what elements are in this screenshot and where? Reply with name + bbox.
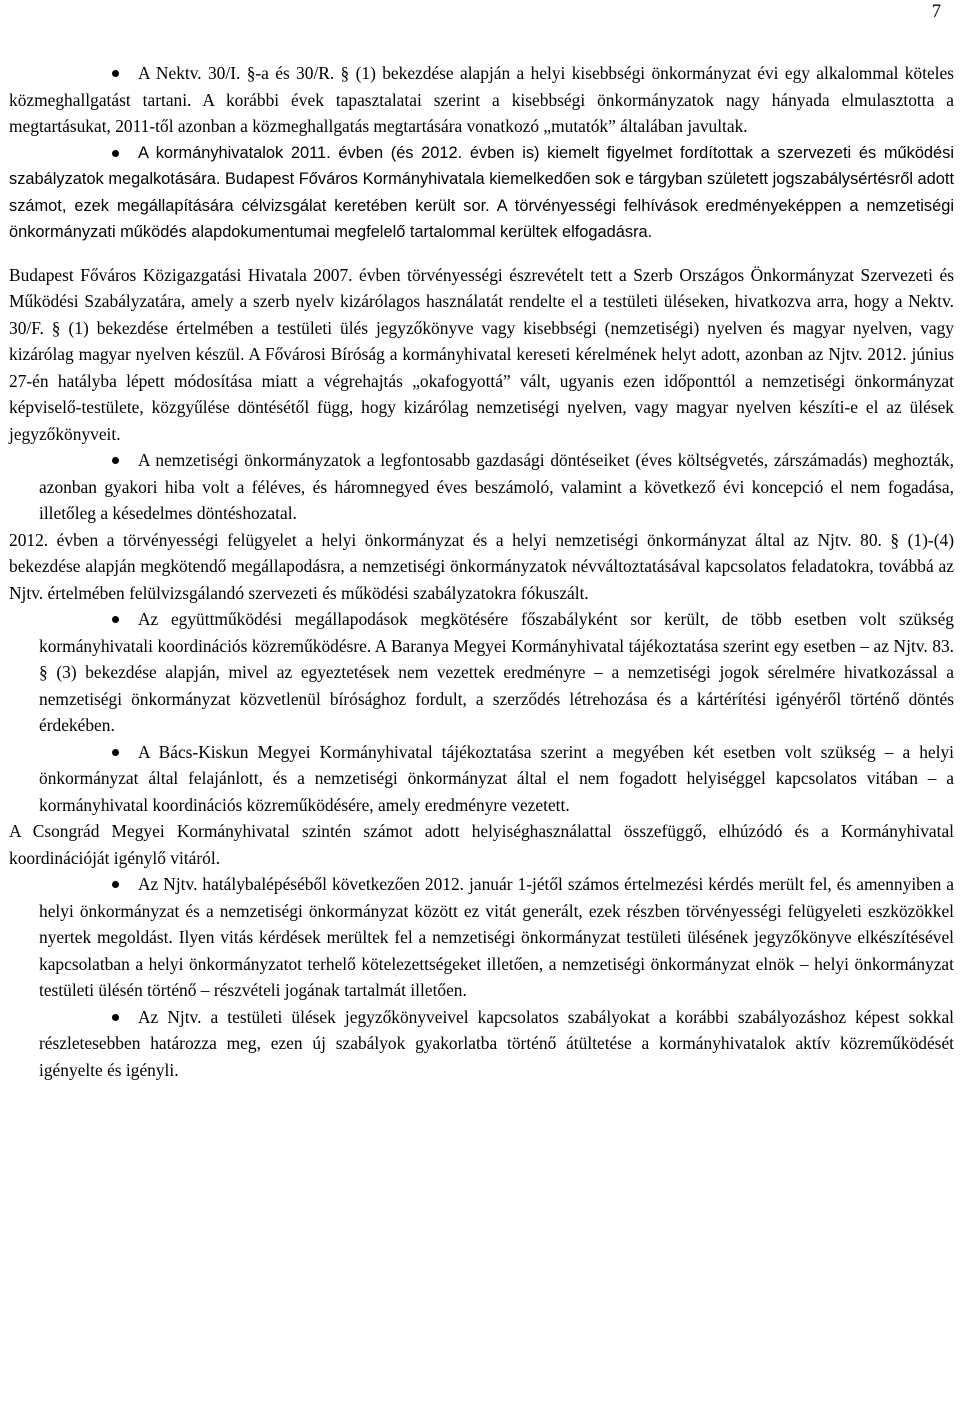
bullet-paragraph-sz-regulations — [9, 140, 954, 246]
paragraph-text: Budapest Főváros Közigazgatási Hivatala 2007. évben törvényességi észrevételt tett a Szerb Országos Önkormányzat Szervezeti és Működési Szabályzatára, amely a szerb nyelv kizárólagos használatát rendelte el a testületi üléseken, hivatkozva arra, hogy a Nektv. 30/F. § (1) bekezdése értelmében a testületi ülés jegyzőkönyve vagy kisebbségi (nemzetiségi) nyelven és magyar nyelven, vagy kizárólag magyar nyelven készül. A Fővárosi Bíróság a kormányhivatal kereseti kérelmének helyt adott, azonban az Njtv. 2012. június 27-én hatályba lépett módosítása miatt a végrehajtás „okafogyottá” vált, ugyanis ezen időponttól a nemzetiségi önkormányzat képviselő-testülete, közgyűlése döntésétől függ, hogy kizárólag nemzetiségi nyelven, vagy magyar nyelven készíti-e el az ülések jegyzőkönyveit. — [9, 264, 954, 444]
bullet-icon — [112, 70, 119, 77]
bullet-paragraph-public-hearing — [9, 60, 954, 140]
bullet-icon — [112, 457, 119, 464]
paragraph-text: A Nektv. 30/I. §-a és 30/R. § (1) bekezdése alapján a helyi kisebbségi önkormányzat évi egy alkalommal köteles közmeghallgatást tartani. A korábbi évek tapasztalatai szerint a kisebbségi önkormányzatok nagy hányada elmulasztotta a megtartásukat, 2011-től azonban a közmeghallgatás megtartására vonatkozó „mutatók” általában javultak. — [9, 63, 954, 136]
paragraph-text: 2012. évben a törvényességi felügyelet a helyi önkormányzat és a helyi nemzetiségi önkormányzat által az Njtv. 80. § (1)-(4) bekezdése alapján megkötendő megállapodásra, a nemzetiségi önkormányzatok névváltoztatásával kapcsolatos feladatokra, továbbá az Njtv. értelmében felülvizsgálandó szervezeti és működési szabályzatokra fókuszált. — [9, 529, 954, 603]
bullet-paragraph-minutes-rules — [39, 1004, 954, 1084]
bullet-paragraph-cooperation-agreements — [39, 606, 954, 739]
bullet-paragraph-njtv-interpretation — [39, 871, 954, 1004]
paragraph-serb-self-government — [9, 262, 954, 448]
bullet-paragraph-bacs-kiskun — [39, 739, 954, 819]
bullet-icon — [112, 881, 119, 888]
document-body — [9, 60, 954, 1083]
bullet-icon — [112, 749, 119, 756]
paragraph-text: Az Njtv. hatálybalépéséből következően 2012. január 1-jétől számos értelmezési kérdés merült fel, és amennyiben a helyi önkormányzat és a nemzetiségi önkormányzat között ez vitát generált, ezek részben törvényességi felügyeleti eszközökkel nyertek megoldást. Ilyen vitás kérdések merültek fel a nemzetiségi önkormányzat testületi ülésének jegyzőkönyve elkészítésével kapcsolatban a helyi önkormányzatot terhelő kötelezettségeket illetően, a nemzetiségi önkormányzat elnök – helyi önkormányzat testületi ülésén történő – részvételi jogának tartalmát illetően. — [39, 874, 954, 1000]
paragraph-csongrad — [9, 818, 954, 871]
paragraph-supervision-2012 — [9, 527, 954, 607]
bullet-paragraph-economic-decisions — [39, 447, 954, 527]
paragraph-text: Az együttműködési megállapodások megkötésére főszabályként sor került, de több esetben volt szükség kormányhivatali koordinációs közreműködésre. A Baranya Megyei Kormányhivatal tájékoztatása szerint egy esetben – az Njtv. 83. § (3) bekezdése alapján, mivel az egyeztetések nem vezettek eredményre – a nemzetiségi jogok sérelmére hivatkozással a nemzetiségi önkormányzat közvetlenül bírósághoz fordult, a szerződés létrehozása és a kártérítési igényéről történő döntés érdekében. — [39, 609, 954, 735]
paragraph-text: Az Njtv. a testületi ülések jegyzőkönyveivel kapcsolatos szabályokat a korábbi szabályozáshoz képest sokkal részletesebben határozza meg, ezen új szabályok gyakorlatba történő átültetése a kormányhivatalok aktív közreműködését igényelte és igényli. — [39, 1006, 954, 1080]
page-number: 7 — [931, 2, 941, 22]
bullet-icon — [112, 616, 119, 623]
bullet-icon — [112, 150, 119, 157]
paragraph-text: A Csongrád Megyei Kormányhivatal szintén számot adott helyiséghasználattal összefüggő, elhúzódó és a Kormányhivatal koordinációját igénylő vitáról. — [9, 821, 954, 868]
paragraph-text: A kormányhivatalok 2011. évben (és 2012. évben is) kiemelt figyelmet fordítottak a szervezeti és működési szabályzatok megalkotására. Budapest Főváros Kormányhivatala kiemelkedően sok e tárgyban született jogszabálysértésről adott számot, ezek megállapítására célvizsgálat keretében került sor. A törvényességi felhívások eredményeképpen a nemzetiségi önkormányzati működés alapdokumentumai megfelelő tartalommal kerültek elfogadásra. — [9, 143, 954, 241]
bullet-icon — [112, 1014, 119, 1021]
paragraph-text: A Bács-Kiskun Megyei Kormányhivatal tájékoztatása szerint a megyében két esetben volt szükség – a helyi önkormányzat által felajánlott, és a nemzetiségi önkormányzat által el nem fogadott helyiséggel kapcsolatos vitában – a kormányhivatal koordinációs közreműködésére, amely eredményre vezetett. — [39, 741, 954, 815]
paragraph-text: A nemzetiségi önkormányzatok a legfontosabb gazdasági döntéseiket (éves költségvetés, zárszámadás) meghozták, azonban gyakori hiba volt a féléves, és háromnegyed éves beszámoló, valamint a következő évi koncepció el nem fogadása, illetőleg a késedelmes döntéshozatal. — [39, 450, 954, 523]
